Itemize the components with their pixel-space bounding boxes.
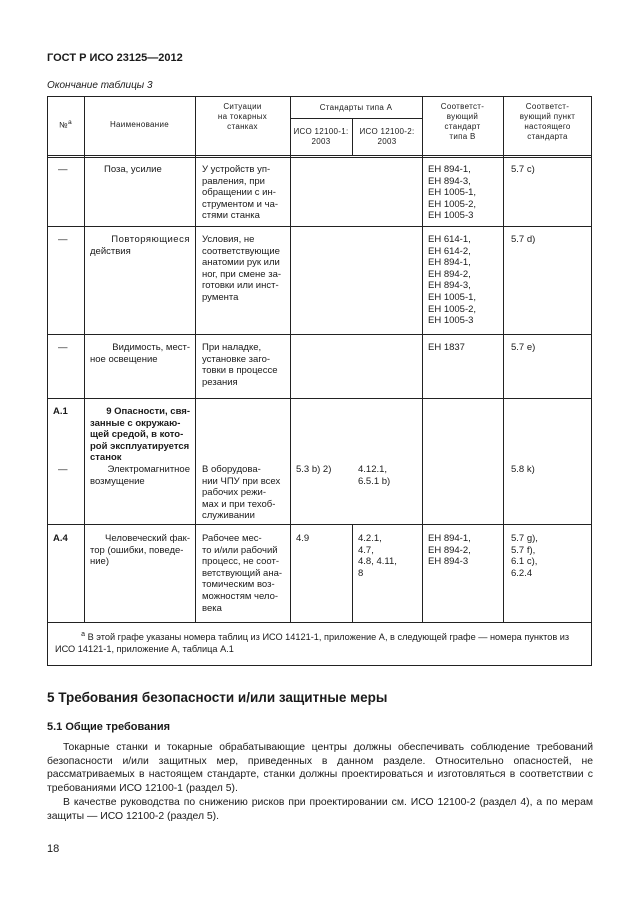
row1-num: — xyxy=(58,164,68,175)
section-title: 5 Требования безопасности и/или защитные меры xyxy=(47,690,388,705)
row4-num: А.1 xyxy=(53,406,68,417)
row3-num: — xyxy=(58,342,68,353)
header-type-b: Соответст- вующий стандарт типа В xyxy=(440,102,485,141)
header-iso-12100-2: ИСО 12100-2: 2003 xyxy=(359,127,415,146)
row6-name: Человеческий фак- тор (ошибки, поведе- ние) xyxy=(90,533,190,568)
row6-iso2: 4.2.1, 4.7, 4.8, 4.11, 8 xyxy=(358,533,397,579)
table-caption: Окончание таблицы 3 xyxy=(47,80,153,91)
document-header: ГОСТ Р ИСО 23125—2012 xyxy=(47,52,183,64)
row1-situation: У устройств уп- равления, при обращении с ин- струментом и ча- стями станка xyxy=(202,164,279,222)
row3-name: Видимость, мест- ное освещение xyxy=(90,342,190,365)
footnote-text: В этой графе указаны номера таблиц из ИСО 14121-1, приложение А, в следующей графе — номера пунктов из ИСО 14121-1, приложение А, таблица А.1 xyxy=(55,632,570,655)
row2-clause: 5.7 d) xyxy=(511,234,536,245)
row1-name: Поза, усилие xyxy=(104,164,162,175)
footnote-mark: а xyxy=(81,631,85,638)
row2-name: Повторяющиеся действия xyxy=(90,234,190,257)
row2-situation: Условия, не соответствующие анатомии рук или ног, при смене за- готовки или инст- румента xyxy=(202,234,282,303)
row3-situation: При наладке, установке заго- товки в процессе резания xyxy=(202,342,278,388)
page-number: 18 xyxy=(47,843,60,855)
row4-name: 9 Опасности, свя- занные с окружаю- щей средой, в кото- рой эксплуатируется станок xyxy=(90,406,190,464)
table-3 xyxy=(47,96,592,666)
header-type-a: Стандарты типа А xyxy=(319,103,393,112)
header-iso-12100-1: ИСО 12100-1: 2003 xyxy=(293,127,349,146)
subsection-title: 5.1 Общие требования xyxy=(47,721,171,733)
row6-iso1: 4.9 xyxy=(296,533,310,544)
header-clause: Соответст- вующий пункт настоящего стандарта xyxy=(519,102,576,141)
row3-clause: 5.7 е) xyxy=(511,342,536,353)
row2-type-b: ЕН 614-1, ЕН 614-2, ЕН 894-1, ЕН 894-2, ЕН 894-3, ЕН 1005-1, ЕН 1005-2, ЕН 1005-3 xyxy=(428,234,477,327)
row1-clause: 5.7 с) xyxy=(511,164,535,175)
header-num: №$^а$ xyxy=(59,119,72,130)
row5-situation: В оборудова- нии ЧПУ при всех рабочих режи- мах и при техоб- служивании xyxy=(202,464,281,522)
row6-num: А.4 xyxy=(53,533,68,544)
row5-clause: 5.8 k) xyxy=(511,464,535,475)
row1-type-b: ЕН 894-1, ЕН 894-3, ЕН 1005-1, ЕН 1005-2, ЕН 1005-3 xyxy=(428,164,477,222)
row5-iso1: 5.3 b) 2) xyxy=(296,464,332,475)
table-grid xyxy=(47,96,592,666)
row6-situation: Рабочее мес- то и/или рабочий процесс, не соот- ветствующий ана- томическим воз- можностям чело- века xyxy=(202,533,283,614)
paragraph-2: В качестве руководства по снижению рисков при проектировании см. ИСО 12100-2 (раздел 4), а по мерам защиты — ИСО 12100-2 (раздел 5). xyxy=(47,797,593,822)
header-name: Наименование xyxy=(109,120,170,129)
row5-num: — xyxy=(58,464,68,475)
row5-name: Электромагнитное возмущение xyxy=(90,464,190,487)
row3-type-b: ЕН 1837 xyxy=(428,342,465,353)
row6-type-b: ЕН 894-1, ЕН 894-2, ЕН 894-3 xyxy=(428,533,471,568)
table-footnote xyxy=(55,629,583,655)
row6-clause: 5.7 g), 5.7 f), 6.1 с), 6.2.4 xyxy=(511,533,538,579)
header-situations: Ситуации на токарных станках xyxy=(217,102,268,131)
row5-iso2: 4.12.1, 6.5.1 b) xyxy=(358,464,391,487)
paragraph-1: Токарные станки и токарные обрабатывающие центры должны обеспечивать соблюдение требований безопасности и/или защитных мер, приведенных в данном разделе. Относительно опасностей, не рассматриваемых в настоящем стандарте, станки должны проектироваться и изготовляться в соответствии с требованиями ИСО 12100-1 (раздел 5). xyxy=(47,742,593,794)
row2-num: — xyxy=(58,234,68,245)
